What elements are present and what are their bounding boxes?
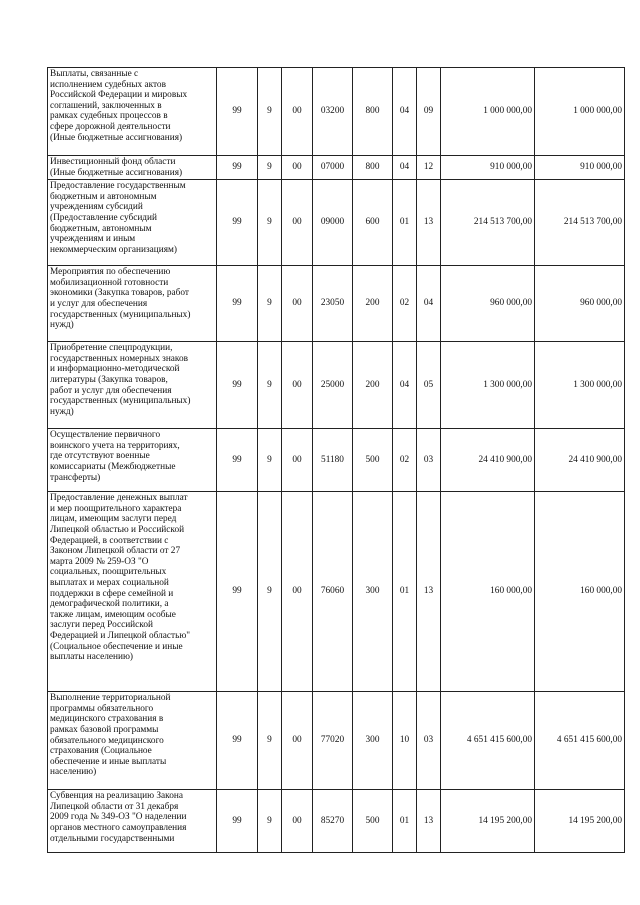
program-code: 99 [217,180,258,266]
table-row [48,692,625,790]
program-code: 99 [217,692,258,790]
expense-type-code: 200 [353,266,393,342]
section-code: 04 [393,156,417,180]
table-row [48,790,625,853]
row-description: Выполнение территориальной программы обязательного медицинского страхования в рамках базовой программы обязательного медицинского страхования (Социальное обеспечение и иные выплаты населению) [48,692,217,790]
main-event-code: 00 [282,429,313,492]
program-code: 99 [217,342,258,429]
direction-code: 07000 [313,156,353,180]
row-description: Мероприятия по обеспечению мобилизационной готовности экономики (Закупка товаров, работ и услуг для обеспечения государственных (муниципальных) нужд) [48,266,217,342]
row-description: Приобретение спецпродукции, государственных номерных знаков и информационно-методической литературы (Закупка товаров, работ и услуг для обеспечения государственных (муниципальных) нужд) [48,342,217,429]
table-row [48,180,625,266]
table-row [48,156,625,180]
direction-code: 76060 [313,492,353,692]
amount-year-1: 14 195 200,00 [441,790,535,853]
expense-type-code: 800 [353,156,393,180]
main-event-code: 00 [282,156,313,180]
subprogram-code: 9 [258,156,282,180]
amount-year-2: 24 410 900,00 [535,429,625,492]
amount-year-2: 1 300 000,00 [535,342,625,429]
section-code: 01 [393,790,417,853]
section-code: 01 [393,492,417,692]
amount-year-1: 1 300 000,00 [441,342,535,429]
subsection-code: 13 [417,180,441,266]
subprogram-code: 9 [258,790,282,853]
amount-year-2: 960 000,00 [535,266,625,342]
subprogram-code: 9 [258,342,282,429]
expense-type-code: 300 [353,692,393,790]
program-code: 99 [217,429,258,492]
amount-year-1: 1 000 000,00 [441,68,535,156]
subprogram-code: 9 [258,492,282,692]
row-description: Выплаты, связанные с исполнением судебных актов Российской Федерации и мировых соглашений, заключенных в рамках судебных процессов в сфере дорожной деятельности (Иные бюджетные ассигнования) [48,68,217,156]
direction-code: 77020 [313,692,353,790]
direction-code: 85270 [313,790,353,853]
subprogram-code: 9 [258,692,282,790]
program-code: 99 [217,156,258,180]
program-code: 99 [217,266,258,342]
amount-year-1: 910 000,00 [441,156,535,180]
amount-year-2: 14 195 200,00 [535,790,625,853]
subsection-code: 13 [417,492,441,692]
budget-table [47,67,625,853]
table-row [48,68,625,156]
amount-year-1: 160 000,00 [441,492,535,692]
subsection-code: 05 [417,342,441,429]
amount-year-2: 214 513 700,00 [535,180,625,266]
expense-type-code: 500 [353,790,393,853]
subsection-code: 04 [417,266,441,342]
subsection-code: 13 [417,790,441,853]
direction-code: 51180 [313,429,353,492]
table-row [48,342,625,429]
subprogram-code: 9 [258,180,282,266]
table-row [48,266,625,342]
row-description: Осуществление первичного воинского учета на территориях, где отсутствуют военные комиссариаты (Межбюджетные трансферты) [48,429,217,492]
expense-type-code: 600 [353,180,393,266]
subsection-code: 09 [417,68,441,156]
subsection-code: 12 [417,156,441,180]
direction-code: 03200 [313,68,353,156]
subsection-code: 03 [417,692,441,790]
expense-type-code: 300 [353,492,393,692]
amount-year-2: 910 000,00 [535,156,625,180]
main-event-code: 00 [282,180,313,266]
main-event-code: 00 [282,68,313,156]
expense-type-code: 800 [353,68,393,156]
amount-year-1: 960 000,00 [441,266,535,342]
main-event-code: 00 [282,492,313,692]
subprogram-code: 9 [258,68,282,156]
expense-type-code: 500 [353,429,393,492]
program-code: 99 [217,68,258,156]
section-code: 02 [393,429,417,492]
program-code: 99 [217,492,258,692]
section-code: 04 [393,342,417,429]
program-code: 99 [217,790,258,853]
section-code: 01 [393,180,417,266]
direction-code: 25000 [313,342,353,429]
row-description: Инвестиционный фонд области (Иные бюджетные ассигнования) [48,156,217,180]
section-code: 02 [393,266,417,342]
section-code: 10 [393,692,417,790]
table-row [48,429,625,492]
direction-code: 09000 [313,180,353,266]
direction-code: 23050 [313,266,353,342]
amount-year-2: 4 651 415 600,00 [535,692,625,790]
subprogram-code: 9 [258,429,282,492]
expense-type-code: 200 [353,342,393,429]
main-event-code: 00 [282,790,313,853]
row-description: Предоставление государственным бюджетным и автономным учреждениям субсидий (Предоставление субсидий бюджетным, автономным учреждениям и иным некоммерческим организациям) [48,180,217,266]
amount-year-1: 4 651 415 600,00 [441,692,535,790]
row-description: Предоставление денежных выплат и мер поощрительного характера лицам, имеющим заслуги перед Липецкой областью и Российской Федерацией, в соответствии с Законом Липецкой области от 27 марта 2009 № 259-ОЗ "О социальных, поощрительных выплатах и мерах социальной поддержки в сфере семейной и демографической политики, а также лицам, имеющим особые заслуги перед Российской Федерацией и Липецкой областью" (Социальное обеспечение и иные выплаты населению) [48,492,217,692]
main-event-code: 00 [282,342,313,429]
main-event-code: 00 [282,692,313,790]
main-event-code: 00 [282,266,313,342]
table-row [48,492,625,692]
amount-year-2: 1 000 000,00 [535,68,625,156]
amount-year-1: 214 513 700,00 [441,180,535,266]
row-description: Субвенция на реализацию Закона Липецкой области от 31 декабря 2009 года № 349-ОЗ "О наделении органов местного самоуправления отдельными государственными [48,790,217,853]
subprogram-code: 9 [258,266,282,342]
amount-year-1: 24 410 900,00 [441,429,535,492]
subsection-code: 03 [417,429,441,492]
amount-year-2: 160 000,00 [535,492,625,692]
section-code: 04 [393,68,417,156]
budget-table-body [48,68,625,853]
